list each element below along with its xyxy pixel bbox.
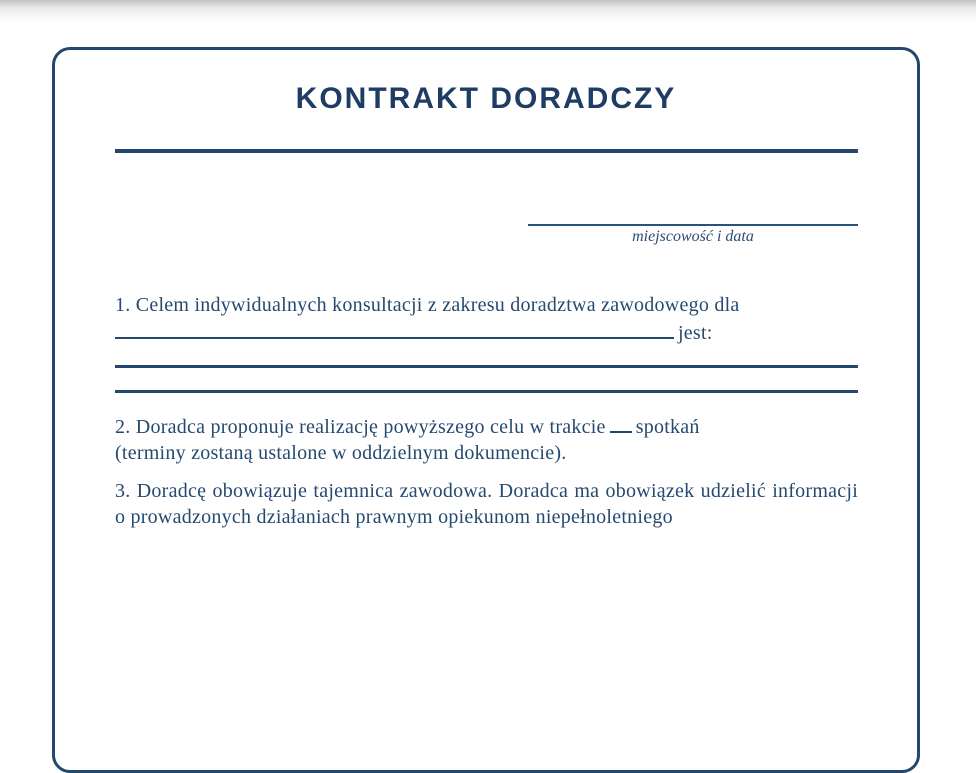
goal-answer-line-2 [115,390,858,393]
paragraph-1-line-2 [115,318,858,346]
document-title: KONTRAKT DORADCZY [295,82,677,115]
goal-answer-line-1 [115,365,858,368]
paragraph-2-line-2: (terminy zostaną ustalone w oddzielnym dokumencie). [115,442,567,464]
date-field-label: miejscowość i data [632,228,754,245]
blank-sessions-count [610,412,632,433]
paragraph-2-after-blank: spotkań [635,416,700,438]
paragraph-2-before-blank: 2. Doradca proponuje realizację powyższego celu w trakcie [115,416,606,438]
paragraph-1-line-1: 1. Celem indywidualnych konsultacji z zakresu doradztwa zawodowego dla [115,294,740,316]
paragraph-2 [115,412,858,466]
blank-client-name-line [115,318,674,339]
paragraph-3: 3. Doradcę obowiązuje tajemnica zawodowa. Doradca ma obowiązek udzielić informacji o prowadzonych działaniach prawnym opiekunom niepełnoletniego [115,480,858,528]
contract-page [52,47,920,773]
title-divider-rule [115,149,858,153]
paragraph-1-after-blank: jest: [678,322,713,344]
top-edge-shadow [0,0,976,22]
date-field [528,224,858,246]
